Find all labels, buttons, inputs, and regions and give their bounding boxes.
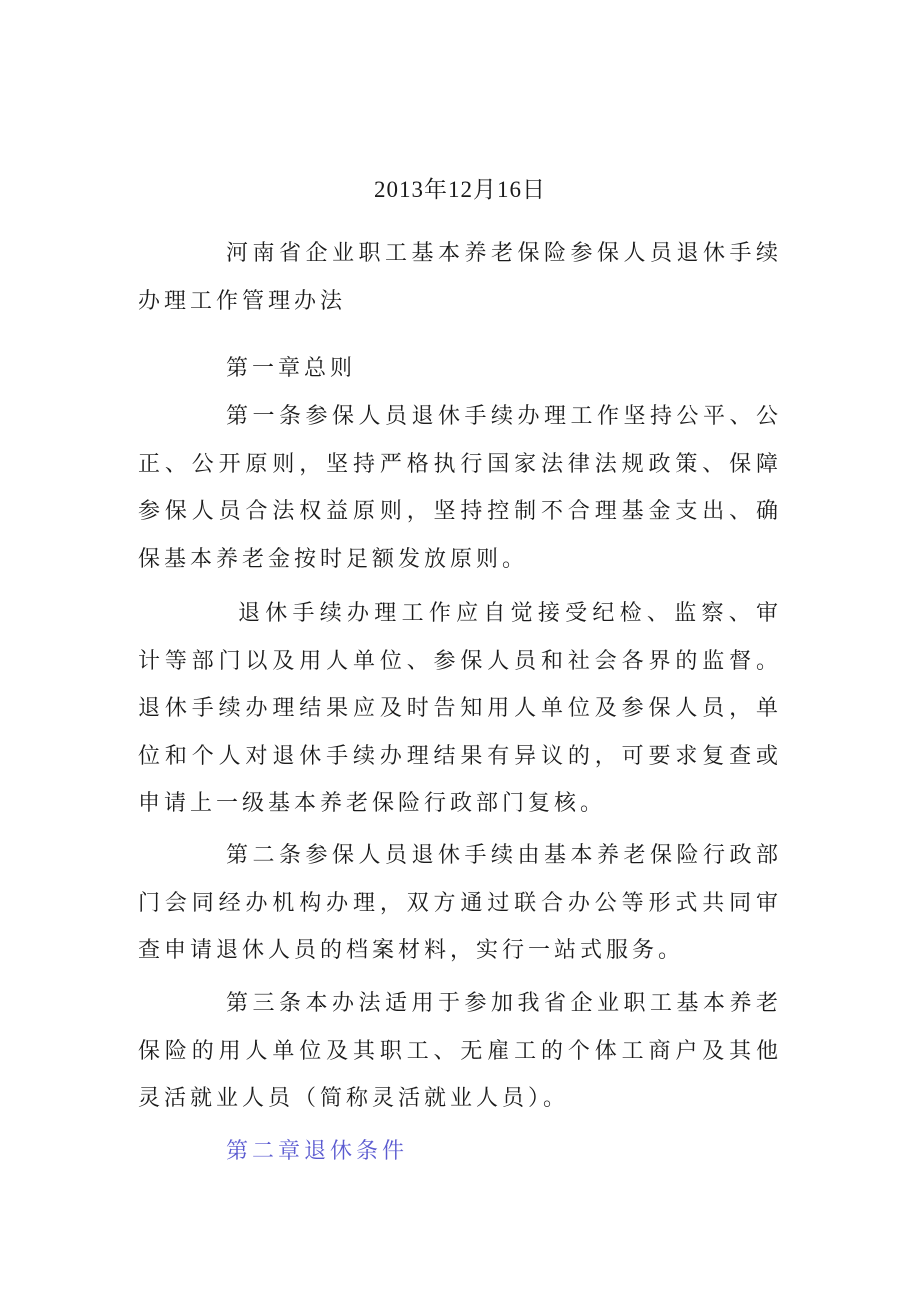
article-3: 第三条本办法适用于参加我省企业职工基本养老保险的用人单位及其职工、无雇工的个体工商户及其他灵活就业人员（简称灵活就业人员）。 [138,991,782,1111]
article-1: 第一条参保人员退休手续办理工作坚持公平、公正、公开原则，坚持严格执行国家法律法规政策、保障参保人员合法权益原则，坚持控制不合理基金支出、确保基本养老金按时足额发放原则。 [138,404,782,572]
chapter-heading-general: 第一章总则 [226,356,357,381]
chapter-heading-retirement-conditions: 第二章退休条件 [226,1139,409,1164]
document-date: 2013年12月16日 [374,177,546,202]
article-2: 第二条参保人员退休手续由基本养老保险行政部门会同经办机构办理，双方通过联合办公等形式共同审查申请退休人员的档案材料，实行一站式服务。 [138,843,782,963]
paragraph-supervision: 退休手续办理工作应自觉接受纪检、监察、审计等部门以及用人单位、参保人员和社会各界的监督。退休手续办理结果应及时告知用人单位及参保人员，单位和个人对退休手续办理结果有异议的，可要求复查或申请上一级基本养老保险行政部门复核。 [138,601,782,816]
document-title: 河南省企业职工基本养老保险参保人员退休手续办理工作管理办法 [138,241,782,314]
